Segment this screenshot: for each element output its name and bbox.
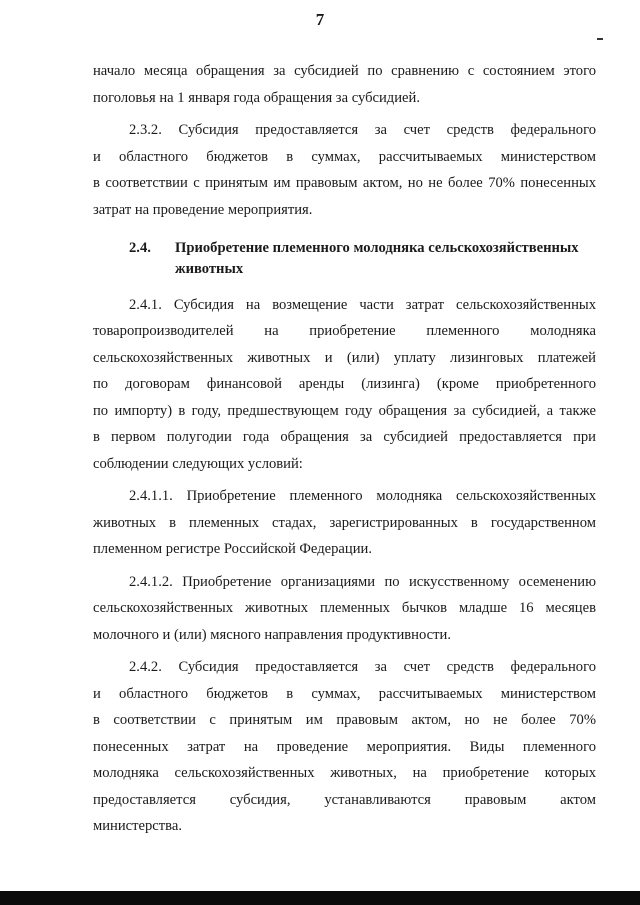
document-body — [93, 58, 596, 840]
paragraph-2-4-2 — [93, 654, 596, 840]
text-line: 2.4.1. Субсидия на возмещение части затрат сельскохозяйственных — [129, 296, 596, 313]
section-heading-2-4 — [93, 235, 596, 280]
text-line: животных в племенных стадах, зарегистрированных в государственном — [93, 514, 596, 531]
text-line: начало месяца обращения за субсидией по сравнению с состоянием этого — [93, 63, 596, 79]
text-line: затрат на проведение мероприятия. — [93, 201, 313, 218]
text-line: предоставляется субсидия, устанавливаются правовым актом — [93, 791, 596, 808]
text-line: и областного бюджетов в суммах, рассчитываемых министерством — [93, 148, 596, 165]
section-title-continued: животных — [175, 260, 244, 277]
text-line: в соответствии с принятым им правовым актом, но не более 70% понесенных — [93, 175, 596, 191]
paragraph-2-4-1 — [93, 292, 596, 478]
text-line: 2.4.1.1. Приобретение племенного молодняка сельскохозяйственных — [129, 488, 596, 504]
text-line: понесенных затрат на проведение мероприятия. Виды племенного — [93, 738, 596, 755]
paragraph-2-3-2 — [93, 117, 596, 223]
page-number: 7 — [315, 10, 325, 29]
text-line: соблюдении следующих условий: — [93, 455, 303, 472]
text-line: молодняка сельскохозяйственных животных, на приобретение которых — [93, 765, 596, 781]
text-line: и областного бюджетов в суммах, рассчитываемых министерством — [93, 685, 596, 702]
scan-border-bottom — [0, 891, 640, 905]
text-line: племенном регистре Российской Федерации. — [93, 541, 372, 557]
text-line: 2.4.2. Субсидия предоставляется за счет средств федерального — [129, 659, 596, 675]
text-line: поголовья на 1 января года обращения за субсидией. — [93, 89, 420, 106]
text-line: в соответствии с принятым им правовым актом, но не более 70% — [93, 712, 596, 728]
text-line: молочного и (или) мясного направления продуктивности. — [93, 626, 451, 643]
text-line: сельскохозяйственных животных и (или) уплату лизинговых платежей — [93, 349, 596, 366]
section-heading — [93, 235, 596, 262]
section-number: 2.4. — [129, 240, 151, 256]
corner-mark — [597, 38, 603, 40]
text-line: по импорту) в году, предшествующем году обращения за субсидией, а также — [93, 402, 596, 419]
section-title: Приобретение племенного молодняка сельскохозяйственных — [175, 240, 579, 256]
text-line: по договорам финансовой аренды (лизинга) (кроме приобретенного — [93, 376, 596, 392]
text-line: товаропроизводителей на приобретение племенного молодняка — [93, 323, 596, 339]
text-line: 2.3.2. Субсидия предоставляется за счет средств федерального — [129, 122, 596, 138]
paragraph-2-4-1-1 — [93, 483, 596, 563]
paragraph-2-3-1-end — [93, 58, 596, 111]
paragraph-2-4-1-2 — [93, 569, 596, 649]
text-line: 2.4.1.2. Приобретение организациями по искусственному осеменению — [129, 573, 596, 590]
text-line: в первом полугодии года обращения за субсидией предоставляется при — [93, 429, 596, 445]
text-line: министерства. — [93, 818, 182, 834]
text-line: сельскохозяйственных животных племенных бычков младше 16 месяцев — [93, 600, 596, 616]
